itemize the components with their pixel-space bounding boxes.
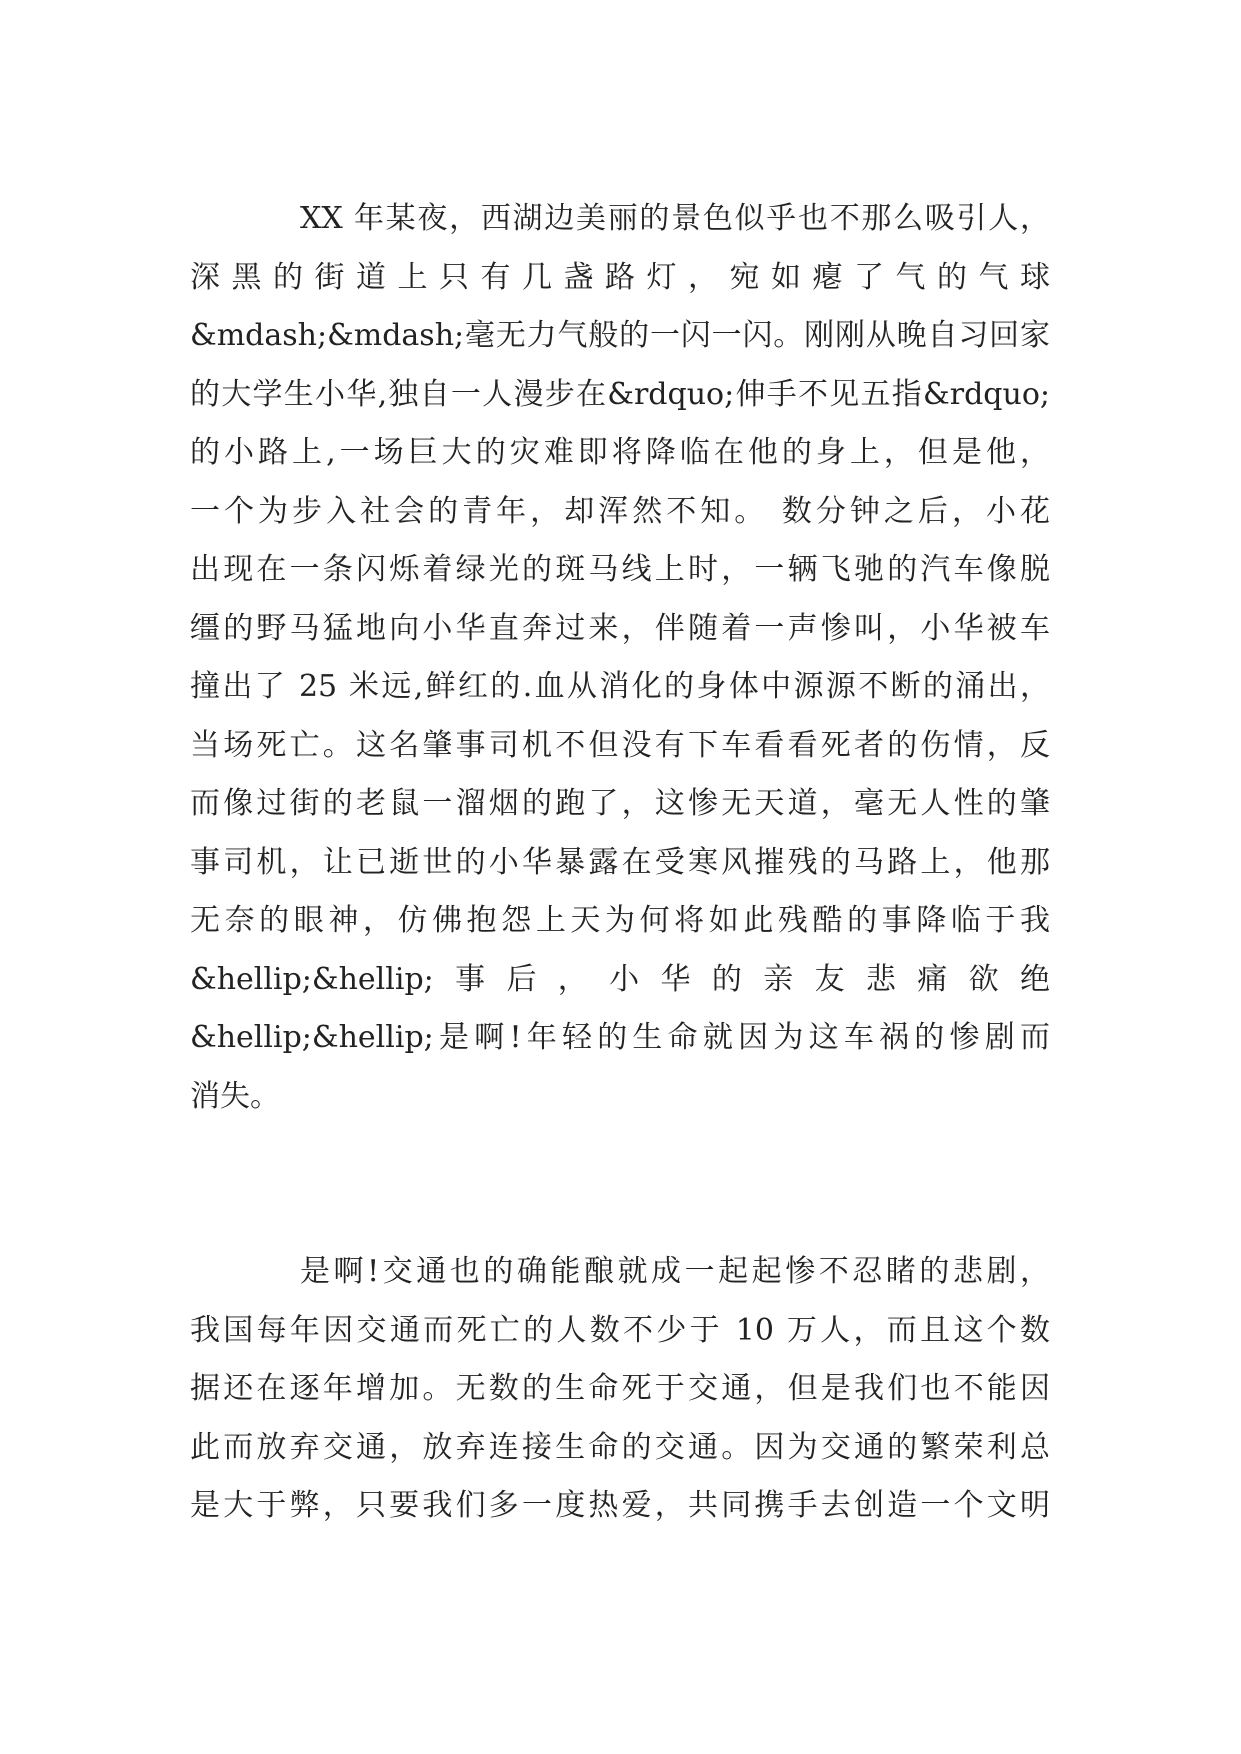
paragraph-line: 是啊!交通也的确能酿就成一起起惨不忍睹的悲剧， <box>300 1254 1050 1289</box>
paragraph-line: 无奈的眼神，仿佛抱怨上天为何将如此残酷的事降临于我 <box>190 903 1050 938</box>
paragraph-gap <box>190 1126 1050 1243</box>
paragraph-line: 事司机，让已逝世的小华暴露在受寒风摧残的马路上，他那 <box>190 844 1050 880</box>
paragraph-line: &mdash;&mdash;毫无力气般的一闪一闪。刚刚从晚自习回家 <box>190 318 1050 353</box>
paragraph-line: 而像过街的老鼠一溜烟的跑了，这惨无天道，毫无人性的肇 <box>190 786 1050 821</box>
paragraph-line: 出现在一条闪烁着绿光的斑马线上时，一辆飞驰的汽车像脱 <box>190 552 1050 587</box>
paragraph-line: 是大于弊，只要我们多一度热爱，共同携手去创造一个文明 <box>190 1488 1050 1523</box>
paragraph-line: &hellip;&hellip;是啊!年轻的生命就因为这车祸的惨剧而 <box>190 1020 1050 1055</box>
paragraph-line: 据还在逐年增加。无数的生命死于交通，但是我们也不能因 <box>190 1371 1050 1406</box>
paragraph-line: 我国每年因交通而死亡的人数不少于 10 万人，而且这个数 <box>190 1312 1050 1348</box>
paragraph-line: 的大学生小华,独自一人漫步在&rdquo;伸手不见五指&rdquo; <box>190 376 1050 412</box>
paragraph-line: XX 年某夜，西湖边美丽的景色似乎也不那么吸引人， <box>300 201 1050 236</box>
paragraph-line: 当场死亡。这名肇事司机不但没有下车看看死者的伤情，反 <box>190 727 1050 763</box>
document-body <box>190 190 1050 1536</box>
paragraph-line: 的小路上,一场巨大的灾难即将降临在他的身上，但是他， <box>190 435 1050 470</box>
paragraph-line: 一个为步入社会的青年，却浑然不知。 数分钟之后，小花 <box>190 493 1050 529</box>
paragraph-1 <box>190 190 1050 1126</box>
paragraph-line: 此而放弃交通，放弃连接生命的交通。因为交通的繁荣利总 <box>190 1429 1050 1465</box>
paragraph-line: &hellip;&hellip;事后，小华的亲友悲痛欲绝 <box>190 961 1050 997</box>
paragraph-line: 缰的野马猛地向小华直奔过来，伴随着一声惨叫，小华被车 <box>190 610 1050 646</box>
paragraph-2 <box>190 1243 1050 1536</box>
paragraph-line: 深黑的街道上只有几盏路灯，宛如瘪了气的气球 <box>190 259 1050 295</box>
paragraph-line: 消失。 <box>190 1078 280 1114</box>
paragraph-line: 撞出了 25 米远,鲜红的.血从消化的身体中源源不断的涌出， <box>190 669 1050 704</box>
